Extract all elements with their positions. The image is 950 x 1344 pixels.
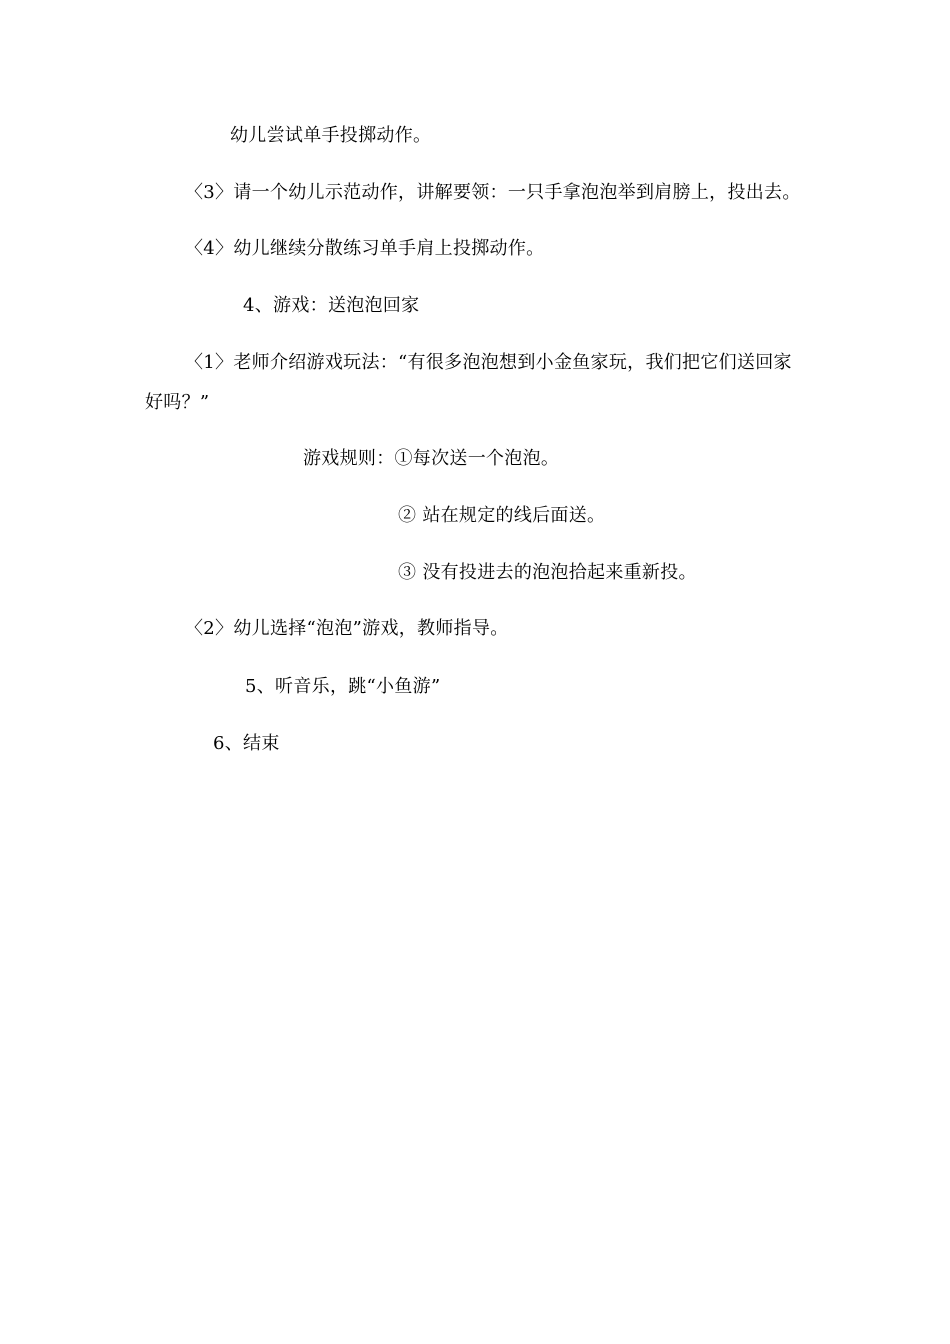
section-heading: 5、听音乐，跳“小鱼游”: [245, 676, 441, 697]
text-line: 〈3〉请一个幼儿示范动作，讲解要领：一只手拿泡泡举到肩膀上，投出去。: [185, 182, 801, 203]
rule-item: ③ 没有投进去的泡泡拾起来重新投。: [398, 562, 697, 583]
text-line: 幼儿尝试单手投掷动作。: [230, 125, 432, 146]
rule-item: 游戏规则：①每次送一个泡泡。: [303, 448, 560, 469]
rule-item: ② 站在规定的线后面送。: [398, 505, 606, 526]
text-line: 〈4〉幼儿继续分散练习单手肩上投掷动作。: [185, 238, 545, 259]
text-line: 〈2〉幼儿选择“泡泡”游戏，教师指导。: [185, 618, 509, 639]
text-line: 〈1〉老师介绍游戏玩法：“有很多泡泡想到小金鱼家玩，我们把它们送回家: [185, 352, 792, 373]
section-heading: 4、游戏：送泡泡回家: [243, 295, 420, 316]
text-line: 好吗？”: [145, 392, 210, 413]
section-heading: 6、结束: [213, 733, 280, 754]
